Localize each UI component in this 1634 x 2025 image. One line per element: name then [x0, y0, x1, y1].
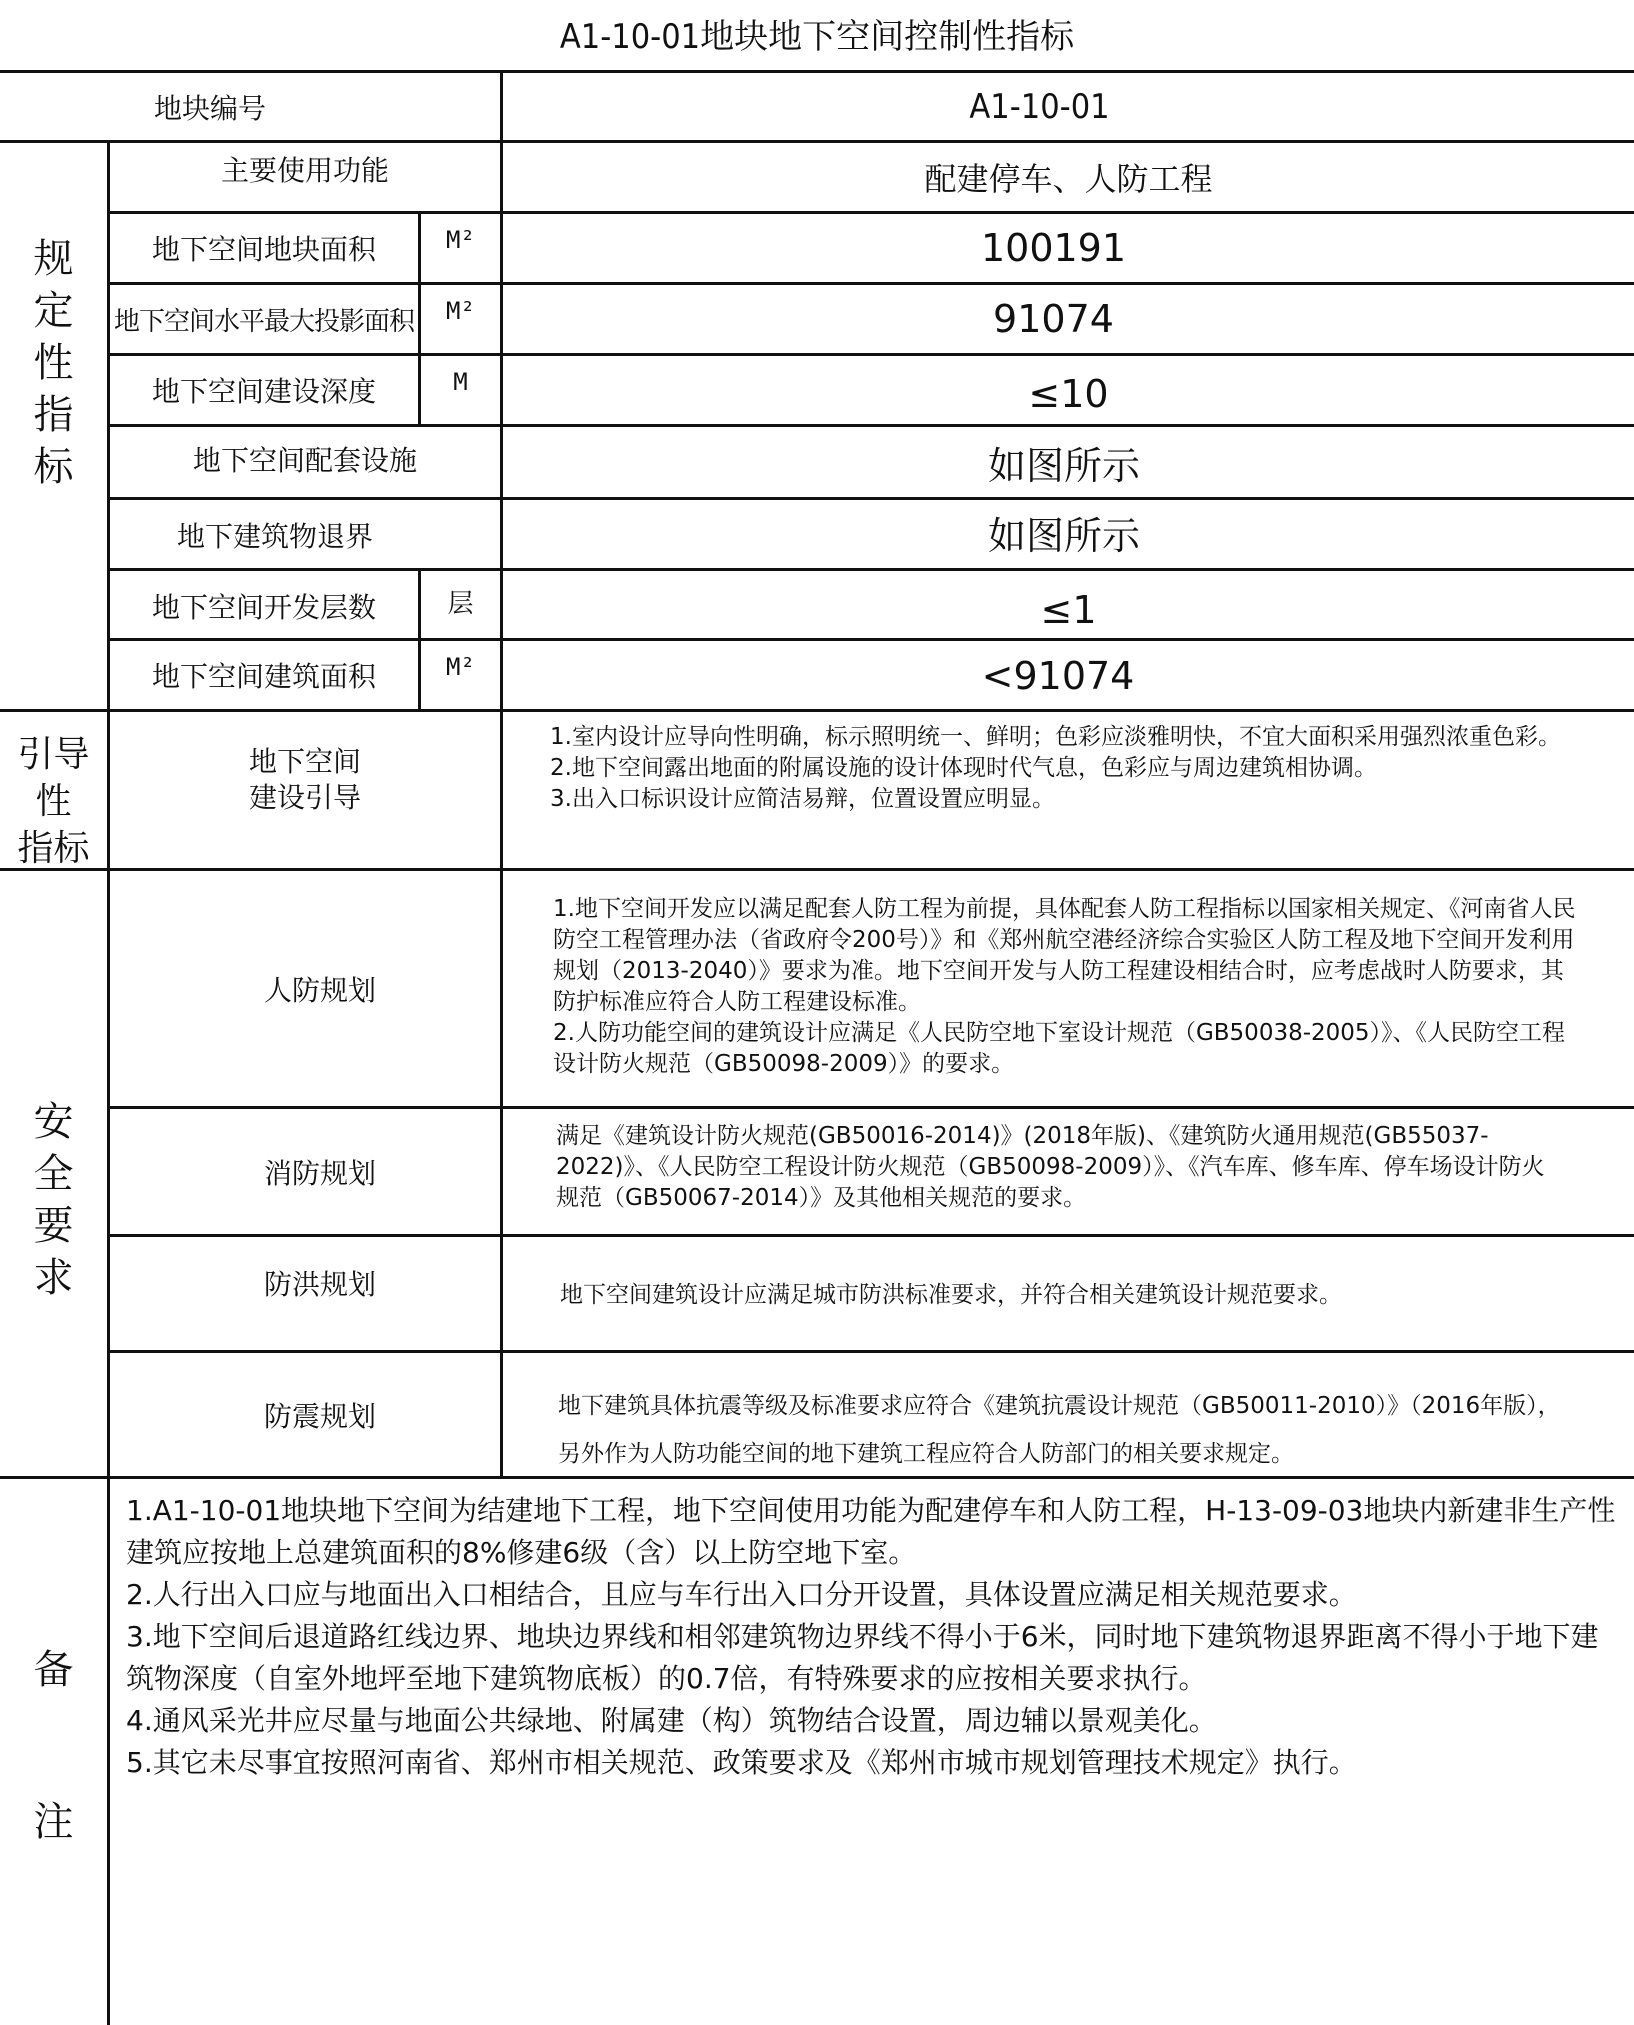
category-char: 注: [33, 1799, 74, 1845]
remark-item: 1.A1-10-01地块地下空间为结建地下工程，地下空间使用功能为配建停车和人防工程，H-13-09-03地块内新建非生产性建筑应按地上总建筑面积的8%修建6级（含）以上防空地下室。: [126, 1494, 1616, 1569]
remarks-category: [0, 1479, 107, 2025]
category-char: 要: [33, 1203, 74, 1249]
row-value-projection-area: 91074: [993, 297, 1114, 341]
safety-label-civil-defense: 人防规划: [263, 973, 376, 1007]
safety-text-flood: [560, 1280, 1600, 1311]
row-value-main-function: 配建停车、人防工程: [924, 160, 1213, 198]
row-value-floors: ≤1: [1040, 588, 1097, 632]
row-label-setback: 地下建筑物退界: [176, 520, 373, 553]
row-label-plot-area: 地下空间地块面积: [151, 233, 376, 266]
safety-item: 1.地下空间开发应以满足配套人防工程为前提，具体配套人防工程指标以国家相关规定、《河南省人民防空工程管理办法（省政府令200号）》和《郑州航空港经济综合实验区人防工程及地下空间开发利用规划（2013-2040）》要求为准。地下空间开发与人防工程建设相结合时，应考虑战时人防要求，其防护标准应符合人防工程建设标准。: [553, 896, 1576, 1015]
mandatory-category: [0, 143, 107, 709]
row-value-setback: 如图所示: [987, 513, 1140, 558]
remark-item: 3.地下空间后退道路红线边界、地块边界线和相邻建筑物边界线不得小于6米，同时地下建筑物退界距离不得小于地下建筑物深度（自室外地坪至地下建筑物底板）的0.7倍，有特殊要求的应按相关要求执行。: [126, 1620, 1599, 1695]
page-title: A1-10-01地块地下空间控制性指标: [559, 16, 1075, 57]
row-unit-floor-area: M²: [446, 653, 475, 681]
row-value-depth: ≤10: [1028, 372, 1109, 416]
row-label-floor-area: 地下空间建筑面积: [151, 660, 376, 693]
row-label-main-function: 主要使用功能: [220, 154, 389, 187]
guidance-label: [110, 712, 500, 868]
safety-text-earthquake: [558, 1382, 1618, 1478]
safety-label-fire: 消防规划: [263, 1156, 376, 1190]
row-label-depth: 地下空间建设深度: [151, 375, 376, 408]
row-value-facilities: 如图所示: [987, 443, 1140, 488]
block-code-label: 地块编号: [153, 91, 266, 125]
category-char: 全: [33, 1151, 74, 1197]
remark-item: 5.其它未尽事宜按照河南省、郑州市相关规范、政策要求及《郑州市城市规划管理技术规定》执行。: [126, 1746, 1357, 1779]
category-char: 求: [33, 1255, 74, 1301]
guidance-item: 1.室内设计应导向性明确，标示照明统一、鲜明；色彩应淡雅明快，不宜大面积采用强烈浓重色彩。: [550, 724, 1561, 750]
row-label-facilities: 地下空间配套设施: [192, 444, 417, 477]
remark-item: 2.人行出入口应与地面出入口相结合，且应与车行出入口分开设置，具体设置应满足相关规范要求。: [126, 1578, 1357, 1611]
row-unit-floors: 层: [447, 589, 474, 619]
category-char: 备: [33, 1647, 74, 1693]
safety-label-earthquake: 防震规划: [263, 1399, 376, 1433]
safety-text-civil-defense: [553, 894, 1583, 1080]
category-char: 指: [33, 392, 74, 438]
row-label-projection-area: 地下空间水平最大投影面积: [113, 306, 414, 337]
guidance-item: 3.出入口标识设计应简洁易辩，位置设置应明显。: [550, 786, 1055, 812]
label-line: 地下空间: [248, 745, 361, 778]
category-char: 性: [33, 340, 74, 386]
guidance-item: 2.地下空间露出地面的附属设施的设计体现时代气息，色彩应与周边建筑相协调。: [550, 755, 1377, 781]
row-unit-plot-area: M²: [446, 226, 475, 254]
category-line: 指标: [17, 827, 90, 869]
category-char: 安: [33, 1099, 74, 1145]
row-value-plot-area: 100191: [980, 226, 1127, 270]
block-code-value: A1-10-01: [969, 86, 1110, 127]
row-label-floors: 地下空间开发层数: [151, 591, 376, 624]
remarks-text: [126, 1490, 1621, 1784]
row-unit-projection-area: M²: [446, 297, 475, 325]
safety-text-fire: [556, 1121, 1566, 1214]
safety-item: 另外作为人防功能空间的地下建筑工程应符合人防部门的相关要求规定。: [558, 1441, 1294, 1467]
remark-item: 4.通风采光井应尽量与地面公共绿地、附属建（构）筑物结合设置，周边辅以景观美化。: [126, 1704, 1217, 1737]
category-char: 标: [33, 444, 74, 490]
safety-item: 满足《建筑设计防火规范(GB50016-2014)》(2018年版)、《建筑防火通用规范(GB55037-2022)》、《人民防空工程设计防火规范（GB50098-2009）》、《汽车库、修车库、停车场设计防火规范（GB50067-2014）》及其他相关规范的要求。: [556, 1123, 1545, 1211]
guidance-category: [0, 712, 107, 868]
safety-label-flood: 防洪规划: [263, 1268, 376, 1301]
row-value-floor-area: <91074: [981, 654, 1135, 698]
category-char: 定: [33, 288, 74, 334]
category-line: 引导性: [17, 734, 90, 822]
guidance-text: [550, 722, 1570, 815]
safety-item: 地下建筑具体抗震等级及标准要求应符合《建筑抗震设计规范（GB50011-2010）》（2016年版），: [558, 1393, 1561, 1419]
safety-item: 地下空间建筑设计应满足城市防洪标准要求，并符合相关建筑设计规范要求。: [560, 1282, 1342, 1308]
category-char: 规: [33, 236, 74, 282]
row-unit-depth: M: [453, 368, 468, 396]
label-line: 建设引导: [248, 781, 361, 815]
safety-item: 2.人防功能空间的建筑设计应满足《人民防空地下室设计规范（GB50038-2005）》、《人民防空工程设计防火规范（GB50098-2009）》的要求。: [553, 1020, 1566, 1077]
safety-category: [0, 871, 107, 1476]
